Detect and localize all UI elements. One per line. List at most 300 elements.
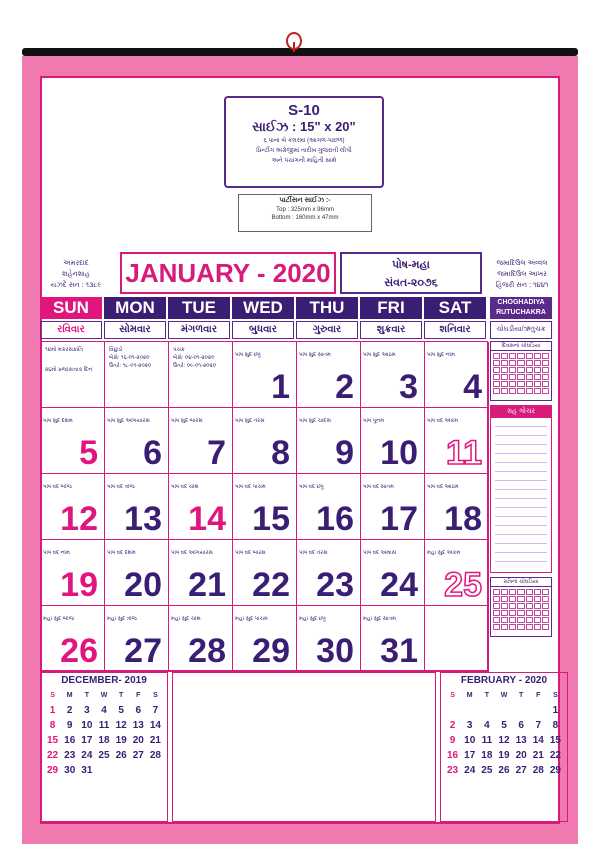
choghadiya-slot xyxy=(534,360,541,366)
choghadiya-slot xyxy=(534,367,541,373)
tithi-text: પોષ વદ છઠ્ઠ xyxy=(299,484,324,490)
day-choghadiya-box xyxy=(490,341,552,401)
tithi-text: મહા સુદ છઠ્ઠ xyxy=(299,616,326,622)
december-title: DECEMBER- 2019 xyxy=(61,675,147,686)
choghadiya-slot xyxy=(542,388,549,394)
date-cell-31 xyxy=(361,606,425,672)
choghadiya-slot xyxy=(517,381,524,387)
tithi-text: મહા સુદ સાતમ xyxy=(363,616,397,622)
date-number: 8 xyxy=(271,434,290,472)
partition-top: Top : 325mm x 96mm xyxy=(276,207,334,213)
tithi-text: મહા સુદ ત્રીજ xyxy=(107,616,137,622)
choghadiya-slot xyxy=(542,353,549,359)
choghadiya-slot xyxy=(509,603,516,609)
choghadiya-slot xyxy=(493,353,500,359)
date-cell-2 xyxy=(297,342,361,408)
weekday-initial: S xyxy=(50,692,55,699)
mini-date: 28 xyxy=(532,765,544,776)
choghadiya-slot xyxy=(534,624,541,630)
choghadiya-slot xyxy=(517,353,524,359)
choghadiya-slot xyxy=(501,624,508,630)
date-cell-3 xyxy=(361,342,425,408)
choghadiya-slot xyxy=(534,610,541,616)
tithi-text: પોષ વદ બીજ xyxy=(43,484,72,490)
date-cell-16 xyxy=(297,474,361,540)
info-line: બેસે: ૦૪-૦૧-૨૦૨૦ xyxy=(173,355,215,361)
choghadiya-slot xyxy=(526,360,533,366)
parsi-month-1: અમરદાદ xyxy=(63,260,89,267)
mini-date: 3 xyxy=(84,705,90,716)
choghadiya-slot xyxy=(509,596,516,602)
mini-date: 6 xyxy=(518,720,524,731)
choghadiya-slot xyxy=(509,367,516,373)
choghadiya-slot xyxy=(534,603,541,609)
choghadiya-label: CHOGHADIYA xyxy=(497,299,545,306)
spec-note-1: ૬ પાના બે કલરમાં (આગળ-પાછળ) xyxy=(263,138,345,144)
mini-date: 5 xyxy=(501,720,507,731)
day-header-fri: FRI xyxy=(360,297,422,319)
choghadiya-slot xyxy=(534,596,541,602)
mini-date: 21 xyxy=(532,750,544,761)
info-mon_week1 xyxy=(109,346,165,370)
tithi-text: પોષ વદ દશમ xyxy=(107,550,136,556)
date-number: 18 xyxy=(444,500,482,538)
bottom-section xyxy=(40,672,561,836)
choghadiya-slot xyxy=(493,624,500,630)
weekday-initial: W xyxy=(100,692,108,699)
choghadiya-slot xyxy=(501,374,508,380)
date-number: 12 xyxy=(60,500,98,538)
choghadiya-slot xyxy=(542,617,549,623)
choghadiya-slot xyxy=(542,596,549,602)
tithi-text: પોષ સુદ છઠ્ઠ xyxy=(235,352,261,358)
date-cell-24 xyxy=(361,540,425,606)
gochar-box xyxy=(490,405,552,573)
gochar-lines xyxy=(491,426,551,562)
mini-date: 26 xyxy=(115,750,127,761)
tithi-text: પોષ સુદ દશમ xyxy=(43,418,73,424)
choghadiya-slot xyxy=(517,589,524,595)
date-cell-21 xyxy=(169,540,233,606)
date-cell-9 xyxy=(297,408,361,474)
tithi-text: પોષ વદ આઠમ xyxy=(427,484,459,490)
tithi-text: પોષ સુદ અગિયારસ xyxy=(107,418,150,424)
info-line: પંચક xyxy=(173,347,185,353)
mini-date: 25 xyxy=(481,765,493,776)
choghadiya-slot xyxy=(509,617,516,623)
choghadiya-slot xyxy=(501,381,508,387)
choghadiya-slot xyxy=(493,367,500,373)
mini-date: 24 xyxy=(81,750,93,761)
mini-date: 6 xyxy=(135,705,142,716)
mini-date xyxy=(130,763,147,778)
choghadiya-slot xyxy=(542,624,549,630)
choghadiya-slot xyxy=(517,374,524,380)
mini-date: 20 xyxy=(132,735,144,746)
date-cell-13 xyxy=(105,474,169,540)
day-gujarati-sat: શનિવાર xyxy=(424,321,486,339)
hook-stem xyxy=(293,42,295,52)
date-cell-10 xyxy=(361,408,425,474)
choghadiya-slot xyxy=(493,610,500,616)
weekday-initial: S xyxy=(553,692,558,699)
hijri-month-1: જમાદિઉલ અવ્વલ xyxy=(496,260,548,267)
weekday-initial: M xyxy=(466,692,473,699)
choghadiya-slot xyxy=(526,367,533,373)
tithi-text: પોષ વદ તેરસ xyxy=(299,550,328,556)
mini-date: 22 xyxy=(549,750,561,761)
date-number: 29 xyxy=(252,632,290,670)
choghadiya-slot xyxy=(517,596,524,602)
choghadiya-slot xyxy=(534,374,541,380)
mini-date: 26 xyxy=(498,765,510,776)
weekday-initial: T xyxy=(518,692,524,699)
choghadiya-slot xyxy=(534,589,541,595)
december-2019-calendar xyxy=(40,672,168,822)
night-choghadiya-box xyxy=(490,577,552,637)
mini-date xyxy=(95,763,112,778)
info-line: વિંછુડો xyxy=(109,347,123,353)
mini-date xyxy=(147,763,164,778)
parsi-month-2: શહેનશાહ xyxy=(62,271,90,278)
date-cell-17 xyxy=(361,474,425,540)
day-gujarati-fri: શુક્રવાર xyxy=(360,321,422,339)
date-cell-4 xyxy=(425,342,489,408)
gochar-line xyxy=(495,453,547,454)
date-cell-15 xyxy=(233,474,297,540)
mini-date: 24 xyxy=(464,765,476,776)
spec-box xyxy=(224,96,384,188)
mini-date: 1 xyxy=(552,705,559,716)
choghadiya-slot xyxy=(509,353,516,359)
day-gujarati-wed: બુધવાર xyxy=(232,321,294,339)
choghadiya-slot xyxy=(526,353,533,359)
mini-date: 23 xyxy=(64,750,76,761)
date-cell-28 xyxy=(169,606,233,672)
gochar-line xyxy=(495,561,547,562)
date-number: 14 xyxy=(188,500,226,538)
choghadiya-slot xyxy=(534,381,541,387)
day-gujarati-thu: ગુરુવાર xyxy=(296,321,358,339)
choghadiya-slot xyxy=(526,374,533,380)
mini-date: 1 xyxy=(49,705,56,716)
gochar-line xyxy=(495,552,547,553)
hanging-rod xyxy=(22,48,578,56)
tithi-text: પોષ વદ અગિયારસ xyxy=(171,550,213,556)
weekday-initial: T xyxy=(484,692,489,699)
mini-date: 23 xyxy=(447,765,459,776)
samvat-year: સંવત-૨૦૭૬ xyxy=(384,277,438,289)
choghadiya-slot xyxy=(526,381,533,387)
date-number: 10 xyxy=(380,434,418,472)
choghadiya-slot xyxy=(517,367,524,373)
gochar-line xyxy=(495,525,547,526)
mini-date: 18 xyxy=(481,750,493,761)
gochar-line xyxy=(495,507,547,508)
date-number: 23 xyxy=(316,566,354,604)
february-title: FEBRUARY - 2020 xyxy=(460,675,548,686)
date-number: 2 xyxy=(335,368,354,406)
mini-date: 29 xyxy=(47,765,59,776)
date-number: 26 xyxy=(60,632,98,670)
tithi-text: મહા સુદ પાંચમ xyxy=(235,616,268,622)
choghadiya-slot xyxy=(526,596,533,602)
choghadiya-slot xyxy=(493,360,500,366)
choghadiya-slot xyxy=(542,381,549,387)
mini-date: 11 xyxy=(481,735,493,746)
mini-date: 4 xyxy=(484,720,490,731)
date-number: 31 xyxy=(380,632,418,670)
side-column xyxy=(490,341,552,671)
date-cell-25 xyxy=(425,540,489,606)
date-cell-27 xyxy=(105,606,169,672)
choghadiya-slot xyxy=(493,374,500,380)
choghadiya-slot xyxy=(493,617,500,623)
choghadiya-slot xyxy=(517,603,524,609)
tithi-text: પોષ વદ એકમ xyxy=(427,418,459,424)
date-number: 7 xyxy=(207,434,226,472)
mini-date: 22 xyxy=(47,750,59,761)
tithi-text: મહા સુદ ચોથ xyxy=(171,616,201,622)
february-table xyxy=(444,688,564,778)
tithi-text: પોષ સુદ નોમ xyxy=(427,352,455,358)
date-number: 30 xyxy=(316,632,354,670)
hijri-month-info xyxy=(486,258,558,291)
mini-date: 8 xyxy=(49,720,56,731)
february-2020-calendar xyxy=(440,672,568,822)
tithi-text: પોષ વદ સાતમ xyxy=(363,484,394,490)
date-cell-5 xyxy=(41,408,105,474)
gochar-line xyxy=(495,435,547,436)
choghadiya-slot xyxy=(501,589,508,595)
mini-date: 11 xyxy=(98,720,110,731)
choghadiya-slot xyxy=(542,603,549,609)
choghadiya-slot xyxy=(526,589,533,595)
partition-title: પાર્ટીસન સાઈઝ :- xyxy=(279,197,331,204)
choghadiya-slot xyxy=(526,617,533,623)
choghadiya-slot xyxy=(501,353,508,359)
date-number: 25 xyxy=(444,566,482,604)
info-sun_week1 xyxy=(45,346,101,386)
choghadiya-slot xyxy=(526,603,533,609)
weekday-initial: F xyxy=(136,692,141,699)
date-cell-30 xyxy=(297,606,361,672)
tithi-text: પોષ સુદ સાતમ xyxy=(299,352,331,358)
day-choghadiya-title: દિવસનાં ચોઘડિયા xyxy=(491,342,551,351)
info-line: ૧૪મો મકરસંક્રાંતિ xyxy=(45,347,84,353)
gochar-line xyxy=(495,516,547,517)
tithi-text: પોષ સુદ આઠમ xyxy=(363,352,396,358)
weekday-initial: S xyxy=(153,692,158,699)
mini-date: 15 xyxy=(549,735,561,746)
choghadiya-slot xyxy=(526,388,533,394)
date-number: 4 xyxy=(463,368,482,406)
mini-date: 17 xyxy=(81,735,93,746)
date-cell-1 xyxy=(233,342,297,408)
mini-date: 17 xyxy=(464,750,476,761)
december-table xyxy=(44,688,164,778)
gochar-line xyxy=(495,462,547,463)
tithi-text: પોષ સુદ તેરસ xyxy=(235,418,265,424)
night-choghadiya-grid xyxy=(491,587,551,632)
choghadiya-slot xyxy=(501,596,508,602)
gochar-line xyxy=(495,480,547,481)
choghadiya-slot xyxy=(534,388,541,394)
hijri-month-2: જમાદિઉલ આખર xyxy=(497,271,547,278)
mini-date: 10 xyxy=(464,735,476,746)
choghadiya-slot xyxy=(509,374,516,380)
day-header-tue: TUE xyxy=(168,297,230,319)
choghadiya-slot xyxy=(501,388,508,394)
info-line: બેસે: ૧૬-૦૧-૨૦૨૦ xyxy=(109,355,150,361)
choghadiya-slot xyxy=(526,624,533,630)
mini-date: 12 xyxy=(498,735,510,746)
day-gujarati-tue: મંગળવાર xyxy=(168,321,230,339)
date-number: 13 xyxy=(124,500,162,538)
choghadiya-slot xyxy=(501,610,508,616)
mini-date: 16 xyxy=(447,750,459,761)
day-gujarati-mon: સોમવાર xyxy=(104,321,166,339)
mini-date: 14 xyxy=(532,735,544,746)
choghadiya-slot xyxy=(501,360,508,366)
size-text: સાઈઝ : 15" x 20" xyxy=(252,119,356,134)
mini-date: 8 xyxy=(552,720,559,731)
choghadiya-slot xyxy=(542,589,549,595)
choghadiya-slot xyxy=(517,624,524,630)
choghadiya-header xyxy=(490,297,552,319)
date-number: 6 xyxy=(143,434,162,472)
day-choghadiya-grid xyxy=(491,351,551,396)
mini-date xyxy=(113,763,130,778)
mini-date: 31 xyxy=(81,765,93,776)
date-cell-7 xyxy=(169,408,233,474)
date-cell-22 xyxy=(233,540,297,606)
date-number: 19 xyxy=(60,566,98,604)
gochar-title: ગ્રહ ગોચર xyxy=(491,406,551,418)
mini-date: 27 xyxy=(515,765,527,776)
mini-date: 21 xyxy=(149,735,161,746)
choghadiya-slot xyxy=(517,617,524,623)
partition-box xyxy=(238,194,372,232)
choghadiya-slot xyxy=(534,353,541,359)
day-header-thu: THU xyxy=(296,297,358,319)
date-cell-19 xyxy=(41,540,105,606)
choghadiya-slot xyxy=(493,388,500,394)
date-number: 11 xyxy=(446,434,482,472)
date-number: 1 xyxy=(271,368,290,406)
date-number: 5 xyxy=(79,434,98,472)
choghadiya-slot xyxy=(509,589,516,595)
choghadiya-slot xyxy=(542,367,549,373)
night-choghadiya-title: રાત્રિનાં ચોઘડિયા xyxy=(491,578,551,587)
weekday-initial: M xyxy=(66,692,73,699)
tithi-text: પોષ સુદ બારસ xyxy=(171,418,203,424)
mini-date xyxy=(513,703,530,718)
mini-date: 5 xyxy=(118,705,124,716)
calendar-grid xyxy=(40,341,488,671)
date-cell-29 xyxy=(233,606,297,672)
tithi-text: પોષ પૂનમ xyxy=(363,418,385,424)
choghadiya-slot xyxy=(542,360,549,366)
date-number: 15 xyxy=(252,500,290,538)
gujarati-month: પોષ-મહા xyxy=(392,259,430,271)
info-line: ૨૬મો પ્રજાસત્તાક દિન xyxy=(45,367,93,373)
mini-date: 18 xyxy=(98,735,110,746)
choghadiya-slot xyxy=(493,381,500,387)
choghadiya-slot xyxy=(509,624,516,630)
tithi-text: મહા સુદ એકમ xyxy=(427,550,461,556)
info-line: ઉતરે: ૦૯-૦૧-૨૦૨૦ xyxy=(173,363,217,369)
choghadiya-slot xyxy=(493,603,500,609)
mini-date: 3 xyxy=(466,720,473,731)
day-header-wed: WED xyxy=(232,297,294,319)
choghadiya-slot xyxy=(509,360,516,366)
mini-date: 7 xyxy=(152,705,159,716)
mini-date: 4 xyxy=(101,705,107,716)
date-cell-23 xyxy=(297,540,361,606)
date-number: 28 xyxy=(188,632,226,670)
date-number: 9 xyxy=(335,434,354,472)
choghadiya-slot xyxy=(526,610,533,616)
choghadiya-slot xyxy=(542,610,549,616)
gujarati-month-box xyxy=(340,252,482,294)
rutuchakra-label: RUTUCHAKRA xyxy=(496,309,546,316)
parsi-month-info xyxy=(40,258,112,291)
choghadiya-slot xyxy=(493,596,500,602)
mini-date: 14 xyxy=(149,720,161,731)
spec-note-2: પ્રિન્ટીંગ અંગ્રેજીમાં તારીખ ગુજરાતી લીપી xyxy=(256,148,352,154)
info-line: ઉતરે: ૧૮-૦૧-૨૦૨૦ xyxy=(109,363,152,369)
tithi-text: પોષ વદ અમાસ xyxy=(363,550,397,556)
mini-date: 9 xyxy=(449,735,456,746)
tithi-text: પોષ વદ ત્રીજ xyxy=(107,484,135,490)
date-number: 22 xyxy=(252,566,290,604)
mini-date: 9 xyxy=(66,720,73,731)
date-cell-14 xyxy=(169,474,233,540)
partition-bottom: Bottom : 160mm x 47mm xyxy=(271,215,339,221)
hijri-year: હિજરી સન : ૧૪૪૧ xyxy=(495,282,549,289)
date-number: 21 xyxy=(188,566,226,604)
weekday-initial: F xyxy=(536,692,541,699)
choghadiya-slot xyxy=(509,381,516,387)
gochar-line xyxy=(495,444,547,445)
advertisement-space xyxy=(172,672,436,822)
date-number: 16 xyxy=(316,500,354,538)
gochar-line xyxy=(495,489,547,490)
parsi-year: યઝદે સન : ૧૩૮૯ xyxy=(50,282,102,289)
choghadiya-slot xyxy=(542,374,549,380)
date-cell-20 xyxy=(105,540,169,606)
info-tue_week1 xyxy=(173,346,229,370)
choghadiya-slot xyxy=(509,610,516,616)
weekday-initial: S xyxy=(450,692,455,699)
mini-date xyxy=(530,703,547,718)
mini-date: 15 xyxy=(47,735,59,746)
choghadiya-slot xyxy=(534,617,541,623)
date-cell-11 xyxy=(425,408,489,474)
date-cell-12 xyxy=(41,474,105,540)
choghadiya-slot xyxy=(493,589,500,595)
choghadiya-slot xyxy=(517,388,524,394)
day-gujarati-sun: રવિવાર xyxy=(40,321,102,339)
gochar-line xyxy=(495,471,547,472)
choghadiya-gujarati: ચોઘડીયા/ઋતુચક્ર xyxy=(490,321,552,339)
date-number: 24 xyxy=(380,566,418,604)
mini-date: 13 xyxy=(132,720,144,731)
day-header-sun: SUN xyxy=(40,297,102,319)
choghadiya-slot xyxy=(517,360,524,366)
mini-date: 12 xyxy=(115,720,127,731)
